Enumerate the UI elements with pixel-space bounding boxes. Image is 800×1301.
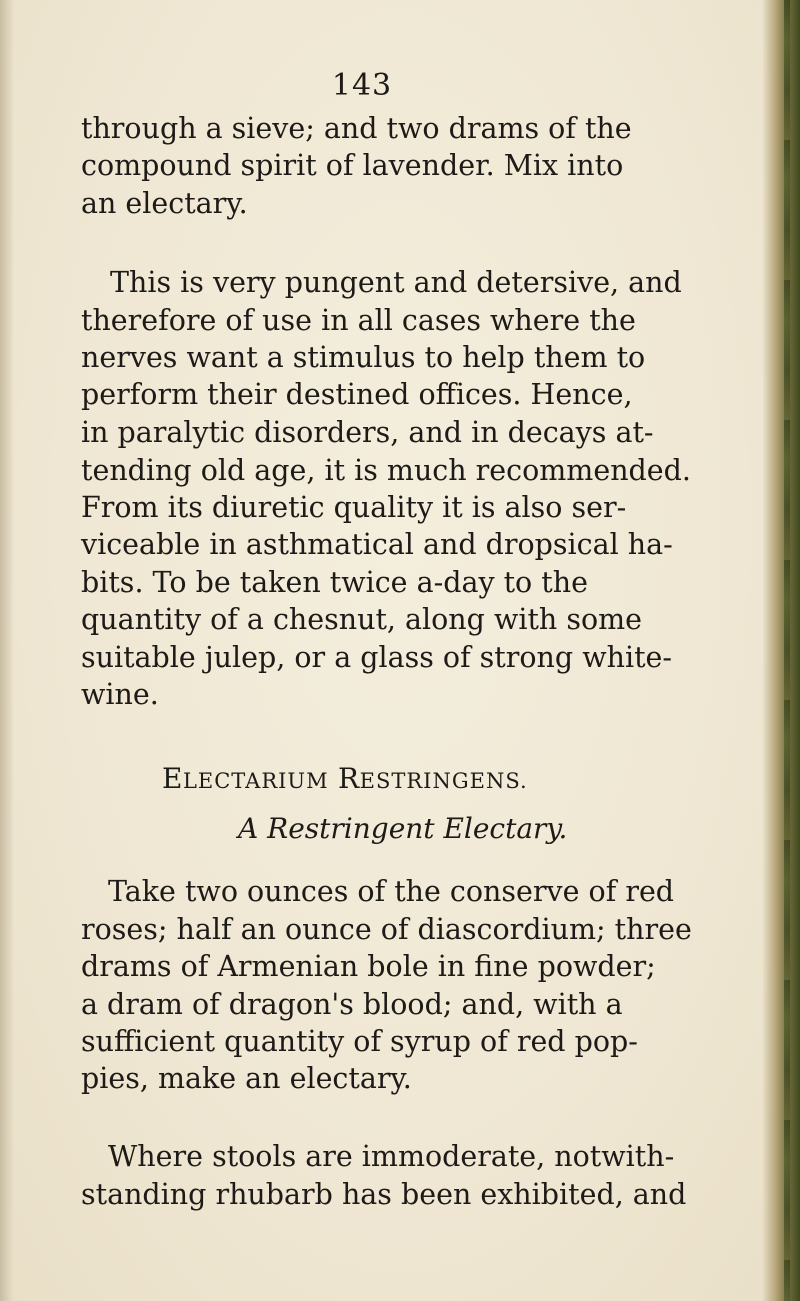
binding-edge: [784, 0, 790, 1301]
text-line: drams of Armenian bole in fine powder;: [81, 950, 656, 983]
section-heading: [162, 762, 528, 795]
text-line: roses; half an ounce of diascordium; three: [81, 913, 692, 946]
section-subheading: A Restringent Electary.: [238, 812, 568, 845]
page-number: 143: [331, 68, 393, 103]
text-line: wine.: [81, 678, 159, 711]
text-line: suitable julep, or a glass of strong white-: [81, 641, 673, 674]
text-line: viceable in asthmatical and dropsical ha-: [81, 528, 673, 561]
text-line: an electary.: [81, 187, 248, 220]
text-line: tending old age, it is much recommended.: [81, 454, 691, 487]
text-line: through a sieve; and two drams of the: [81, 112, 632, 145]
heading-smallcaps: ESTRINGENS.: [359, 769, 528, 793]
text-line: This is very pungent and detersive, and: [110, 266, 682, 299]
text-line: compound spirit of lavender. Mix into: [81, 149, 624, 182]
page-right-edge-shadow: [762, 0, 800, 1301]
heading-smallcaps: LECTARIUM: [182, 769, 329, 793]
text-line: Where stools are immoderate, notwith-: [108, 1140, 675, 1173]
text-line: quantity of a chesnut, along with some: [81, 603, 643, 636]
page-left-edge: [0, 0, 14, 1301]
text-line: in paralytic disorders, and in decays at-: [81, 416, 654, 449]
text-line: Take two ounces of the conserve of red: [108, 875, 675, 908]
text-line: bits. To be taken twice a-day to the: [81, 566, 588, 599]
text-line: therefore of use in all cases where the: [81, 304, 636, 337]
text-line: perform their destined offices. Hence,: [81, 378, 633, 411]
text-line: pies, make an electary.: [81, 1062, 412, 1095]
heading-initial: E: [162, 762, 183, 795]
text-line: sufficient quantity of syrup of red pop-: [81, 1025, 638, 1058]
text-line: a dram of dragon's blood; and, with a: [81, 988, 623, 1021]
text-line: standing rhubarb has been exhibited, and: [81, 1178, 687, 1211]
text-line: nerves want a stimulus to help them to: [81, 341, 646, 374]
text-line: From its diuretic quality it is also ser-: [81, 491, 627, 524]
heading-initial: R: [338, 762, 360, 795]
